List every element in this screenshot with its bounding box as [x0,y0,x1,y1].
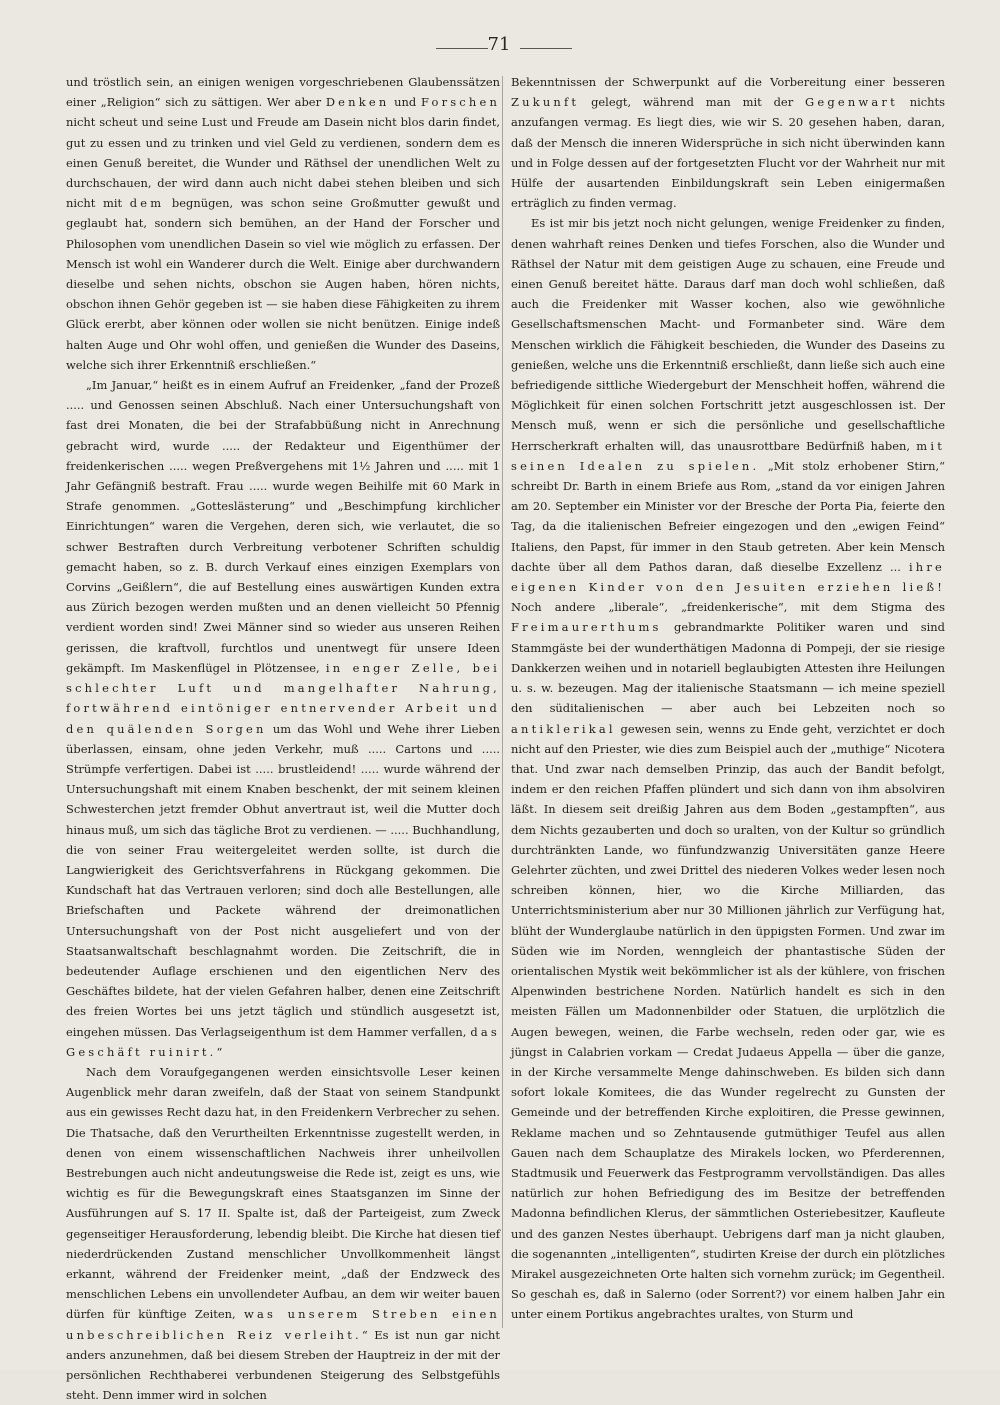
text-run: und tröstlich sein, an einigen wenigen vorgeschriebenen Glaubenssätzen einer „Religion“ sich zu sättigen. Wer aber [66,75,500,110]
text-run: nicht scheut und seine Lust und Freude am Dasein nicht blos darin findet, gut zu essen und zu trinken und viel Geld zu verdienen, sondern dem es einen Genuß bereitet, die Wunder und Räthsel der unendlichen Welt zu durchschauen, der wird dann auch nicht dabei stehen bleiben und sich nicht mit [66,115,500,211]
page-number: 71 [487,34,511,55]
header-rule-right [520,48,572,49]
left-paragraph-2 [66,375,500,1062]
text-run: Noch andere „liberale“, „freidenkerische“, mit dem Stigma des [511,600,945,615]
spaced-text: mit seinen Idealen zu spielen. [511,438,945,473]
text-run: „Mit stolz erhobener Stirn,“ schreibt Dr. Barth in einem Briefe aus Rom, „stand da vor einigen Jahren am 20. September ein Minister vor der Bresche der Porta Pia, feierte den Tag, da die italienischen Befreier eingezogen und den „ewigen Feind“ Italiens, den Papst, für immer in den Staub getreten. Aber kein Mensch dachte über all dem Pathos daran, daß dieselbe Exzellenz ... [511,458,945,574]
spaced-text: was unserem Streben einen unbeschreiblichen Reiz verleiht. [66,1307,500,1342]
text-run: “ Es ist nun gar nicht anders anzunehmen, daß bei diesem Streben der Hauptreiz in der mit der persönlichen Rechthaberei verbundenen Steigerung des Selbstgefühls steht. Denn immer wird in solchen [66,1327,501,1403]
text-run: gewesen sein, wenns zu Ende geht, verzichtet er doch nicht auf den Priester, wie dies zum Beispiel auch der „muthige“ Nicotera that. Und zwar nach demselben Prinzip, das auch der Bandit befolgt, indem er den reichen Pfaffen plündert und sich dann von ihm absolviren läßt. In diesem seit dreißig Jahren aus dem Boden „gestampften“, aus dem Nichts gezauberten und doch so uralten, von der Kultur so gründlich durchtränkten Lande, wo fünfundzwanzig Universitäten ganze Heere Gelehrter züchten, und zwei Drittel des niederen Volkes weder lesen noch schreiben können, hier, wo die Kirche Milliarden, das Unterrichtsministerium aber nur 30 Millionen jährlich zur Verfügung hat, blüht der Wunderglaube natürlich in den üppigsten Formen. Und zwar im Süden wie im Norden, wenngleich der phantastische Süden der orientalischen Mystik weit bekömmlicher ist als der kühlere, von frischen Alpenwinden bestrichene Norden. Natürlich handelt es sich in den meisten Fällen um Madonnenbilder oder Statuen, die urplötzlich die Augen bewegen, weinen, die Farbe wechseln, reden oder gar, wie es jüngst in Calabrien vorkam — Credat Judaeus Appella — über die ganze, in der Kirche versammelte Menge dahinschweben. Es bilden sich dann sofort lokale Komitees, die das Wunder regelrecht zu Gunsten der Gemeinde und der betreffenden Kirche exploitiren, die Presse gewinnen, Reklame machen und so Zehntausende gutmüthiger Teufel aus allen Gauen nach dem Schauplatze des Mirakels locken, wo Pferderennen, Stadtmusik und Feuerwerk das Festprogramm vervollständigen. Das alles natürlich zur hohen Befriedigung des im Besitze der betreffenden Madonna befindlichen Klerus, der sämmtlichen Osteriebesitzer, Kaufleute und des ganzen Nestes überhaupt. Uebrigens darf man ja nicht glauben, die sogenannten „intelligenten“, studirten Kreise der durch ein plötzliches Mirakel ausgezeichneten Orte halten sich vornehm zurück; im Gegentheil. So geschah es, daß in Salerno (oder Sorrent?) vor einem halben Jahr ein unter einem Portikus angebrachtes uraltes, von Sturm und [511,721,945,1322]
text-run: und [389,95,421,110]
spaced-text: ihre eigenen Kinder von den Jesuiten erziehen ließ! [511,559,945,595]
column-divider [502,76,503,1328]
right-paragraph-2 [511,213,945,1324]
text-run: nichts anzufangen vermag. Es liegt dies, wie wir S. 20 gesehen haben, daran, daß der Mensch die inneren Widersprüche in sich nicht überwinden kann und in Folge dessen auf der fortgesetzten Flucht vor der Wahrheit nur mit Hülfe der ausartenden Einbildungskraft sein Leben einigermaßen erträglich zu finden vermag. [511,95,945,211]
spaced-text: das Geschäft ruinirt. [66,1024,500,1059]
right-column [511,72,945,1334]
left-column [66,72,501,1403]
text-run: Bekenntnissen der Schwerpunkt auf die Vorbereitung einer besseren [511,75,945,89]
text-run: Nach dem Voraufgegangenen werden einsichtsvolle Leser keinen Augenblick mehr daran zweifeln, daß der Staat von seinem Standpunkt aus ein gewisses Recht dazu hat, in den Freidenkern Verbrecher zu sehen. Die Thatsache, daß den Verurtheilten Erkenntnisse zugestellt werden, in denen von einem wissenschaftlichen Nachweis ihrer unheilvollen Bestrebungen auch nicht andeutungsweise die Rede ist, zeigt es uns, wie wichtig es für die Bewegungskraft eines Staatsganzen im Sinne der Ausführungen auf S. 17 II. Spalte ist, daß der Parteigeist, zum Zweck gegenseitiger Herausforderung, lebendig bleibt. Die Kirche hat diesen tief niederdrückenden Zustand menschlicher Unvollkommenheit längst erkannt, während der Freidenker meint, „daß der Endzweck des menschlichen Lebens ein unvollendeter Aufbau, an dem wir weiter bauen dürfen für künftige Zeiten, [66,1064,500,1322]
text-run: begnügen, was schon seine Großmutter gewußt und geglaubt hat, sondern sich bemühen, an der Hand der Forscher und Philosophen vom unendlichen Dasein so viel wie möglich zu erfassen. Der Mensch ist wohl ein Wanderer durch die Welt. Einige aber durchwandern dieselbe und sehen nichts, obschon sie Augen haben, hören nichts, obschon ihnen Gehör gegeben ist — sie haben diese Fähigkeiten zu ihrem Glück ererbt, aber können oder wollen sie nicht benützen. Einige indeß halten Auge und Ohr wohl offen, und genießen die Wunder des Daseins, welche sich ihrer Erkenntniß erschließen.“ [66,196,501,372]
spaced-text: Freimaurerthums [511,620,662,635]
text-run: gelegt, während man mit der [579,95,806,110]
header-rule-left [436,48,488,49]
spaced-text: Forschen [420,95,501,110]
right-paragraph-1 [511,72,945,213]
spaced-text: antiklerikal [511,721,616,736]
spaced-text: Gegenwart [805,95,898,110]
spaced-text: Zukunft [511,95,580,110]
spaced-text: in enger Zelle, bei schlechter Luft und mangelhafter Nahrung, fortwährend eintöniger entnervender Arbeit und den quälenden Sorgen [66,660,501,736]
text-run: “ [216,1044,223,1059]
spaced-text: dem [129,196,165,211]
text-run: gebrandmarkte Politiker waren und sind Stammgäste bei der wunderthätigen Madonna di Pompeji, der sie riesige Dankkerzen weihen und in notariell beglaubigten Attesten ihre Heilungen u. s. w. bezeugen. Mag der italienische Staatsmann — ich meine speziell den süditalienischen — aber auch bei Lebzeiten noch so [511,620,945,716]
spaced-text: Denken [325,95,390,110]
page-header [0,34,1000,64]
text-run: Es ist mir bis jetzt noch nicht gelungen, wenige Freidenker zu finden, denen wahrhaft reines Denken und tiefes Forschen, also die Wunder und Räthsel der Natur mit dem geistigen Auge zu schauen, eine Freude und einen Genuß bereitet hätte. Daraus darf man doch wohl schließen, daß auch die Freidenker mit Wasser kochen, also wie gewöhnliche Gesellschaftsmenschen Macht- und Formanbeter sind. Wäre dem Menschen wirklich die Fähigkeit beschieden, die Wunder des Daseins zu genießen, welche uns die Erkenntniß erschließt, dann ließe sich auch eine befriedigende sittliche Wiedergeburt der Menschheit hoffen, während die Möglichkeit für einen solchen Fortschritt jetzt ausgeschlossen ist. Der Mensch muß, wenn er sich die persönliche und gesellschaftliche Herrscherkraft erhalten will, das unausrottbare Bedürfniß haben, [511,216,945,453]
left-paragraph-1 [66,72,500,375]
left-paragraph-3 [66,1062,500,1405]
text-run: um das Wohl und Wehe ihrer Lieben überlassen, einsam, ohne jeden Verkehr, muß ..... Cartons und ..... Strümpfe verfertigen. Dabei ist ..... brustleidend! ..... wurde während der Untersuchungshaft mit einem Knaben beschenkt, der mit seinem kleinen Schwesterchen jetzt fremder Obhut anvertraut ist, weil die Mutter doch hinaus muß, um sich das tägliche Brot zu verdienen. — ..... Buchhandlung, die von seiner Frau weitergeleitet werden sollte, ist durch die Langwierigkeit des Gerichtsverfahrens in Rückgang gekommen. Die Kundschaft hat das Vertrauen verloren; sind doch alle Bestellungen, alle Briefschaften und Packete während der dreimonatlichen Untersuchungshaft von der Post nicht ausgeliefert und von der Staatsanwaltschaft beschlagnahmt worden. Die Zeitschrift, die in bedeutender Auflage erschienen und den eigentlichen Nerv des Geschäftes bildete, hat der vielen Gefahren halber, denen eine Zeitschrift des freien Wortes bei uns jetzt täglich und stündlich ausgesetzt ist, eingehen müssen. Das Verlagseigenthum ist dem Hammer verfallen, [66,721,501,1039]
text-run: „Im Januar,“ heißt es in einem Aufruf an Freidenker, „fand der Prozeß ..... und Genossen seinen Abschluß. Nach einer Untersuchungshaft von fast drei Monaten, die bei der Strafabbüßung nicht in Anrechnung gebracht wird, wurde ..... der Redakteur und Eigenthümer der freidenkerischen ..... wegen Preßvergehens mit 1½ Jahren und ..... mit 1 Jahr Gefängniß bestraft. Frau ..... wurde wegen Beihilfe mit 60 Mark in Strafe genommen. „Gotteslästerung“ und „Beschimpfung kirchlicher Einrichtungen“ waren die Vergehen, deren sich, wie verlautet, die so schwer Bestraften durch Verbreitung verbotener Schriften schuldig gemacht haben, so z. B. durch Verkauf eines einzigen Exemplars von Corvins „Geißlern“, die auf Bestellung eines auswärtigen Kunden extra aus Zürich bezogen werden mußten und an denen vielleicht 50 Pfennig verdient worden sind! Zwei Männer sind so wieder aus unseren Reihen gerissen, die kraftvoll, furchtlos und unentwegt für unsere Ideen gekämpft. Im Maskenflügel in Plötzensee, [66,378,500,675]
